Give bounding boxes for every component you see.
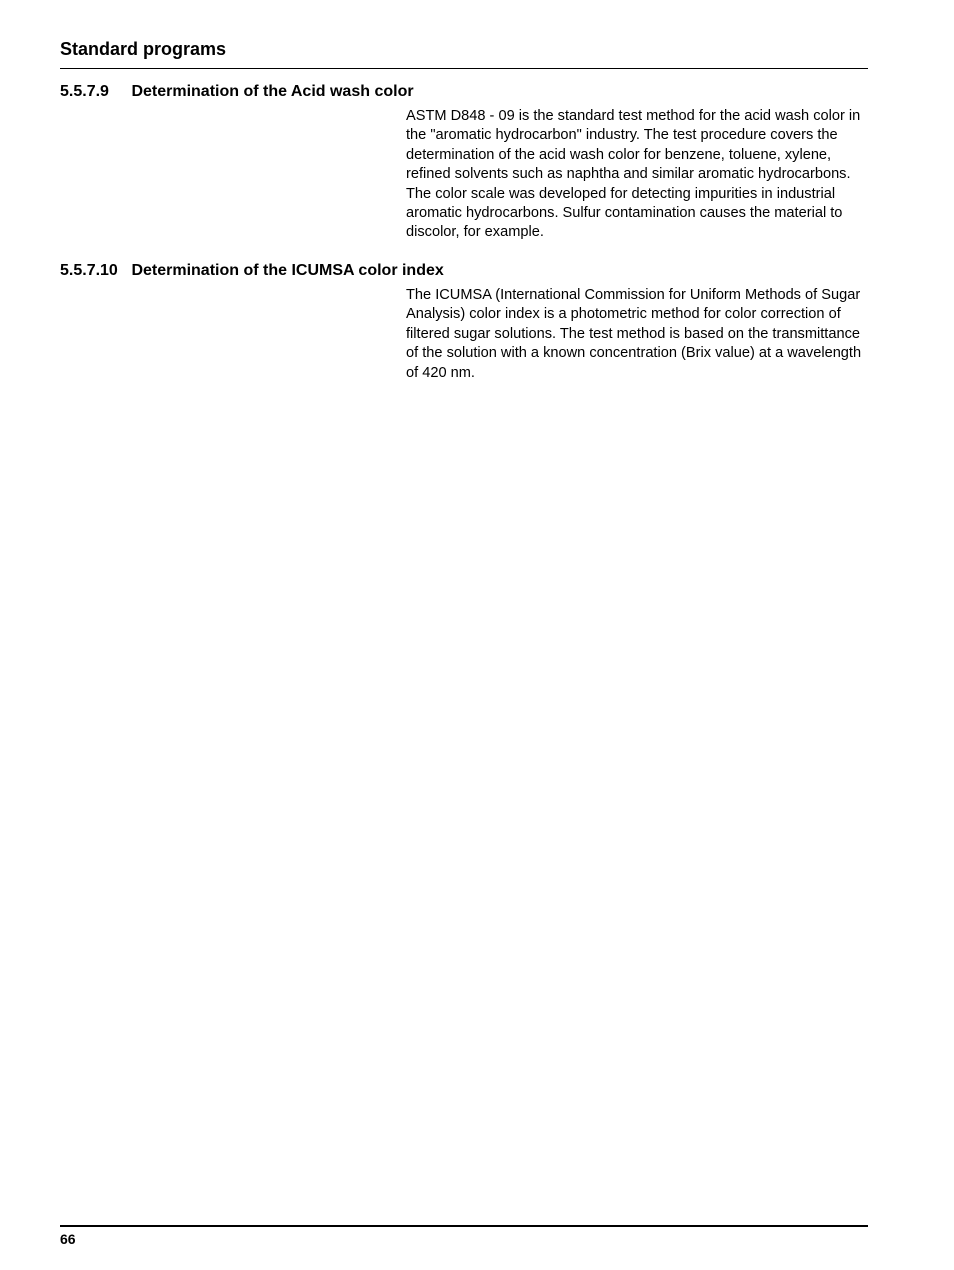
section-number: 5.5.7.10: [60, 262, 118, 279]
section-heading: [60, 82, 868, 102]
page-number: 66: [60, 1231, 76, 1247]
page-header-title: Standard programs: [60, 39, 227, 59]
section-body-text: The ICUMSA (International Commission for Uniform Methods of Sugar Analysis) color index is a photometric method for color correction of filtered sugar solutions. The test method is based on the transmittance of the solution with a known concentration (Brix value) at a wavelength of 420 nm.: [406, 287, 862, 381]
section-icumsa-color-index: [60, 261, 868, 381]
page-header: [60, 36, 868, 69]
section-title: Determination of the ICUMSA color index: [131, 262, 444, 279]
section-acid-wash-color: [60, 82, 868, 241]
page-footer: [60, 1225, 868, 1247]
section-body-text: ASTM D848 - 09 is the standard test method for the acid wash color in the "aromatic hydrocarbon" industry. The test procedure covers the determination of the acid wash color for benzene, toluene, xylene, refined solvents such as naphtha and similar aromatic hydrocarbons. The color scale was developed for detecting impurities in industrial aromatic hydrocarbons. Sulfur contamination causes the material to discolor, for example.: [406, 108, 861, 241]
section-number: 5.5.7.9: [60, 83, 109, 100]
section-title: Determination of the Acid wash color: [131, 83, 414, 100]
section-heading: [60, 261, 868, 281]
